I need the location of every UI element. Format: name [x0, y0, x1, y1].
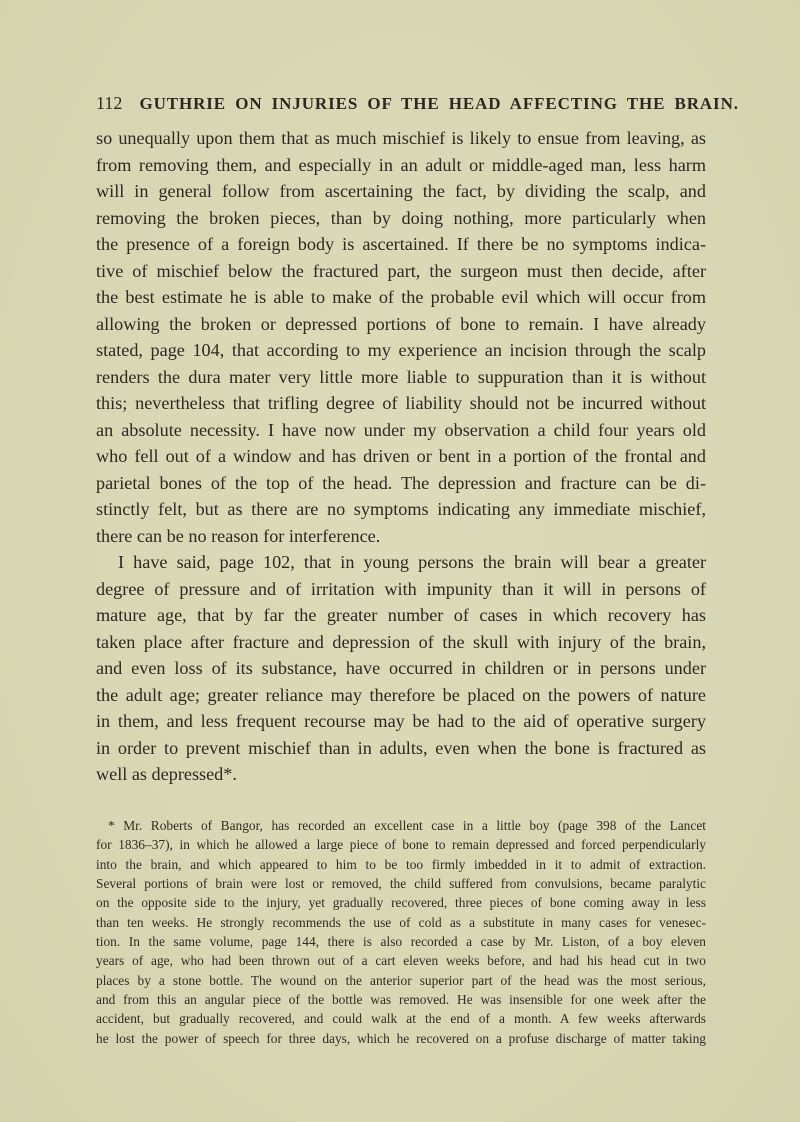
- body-line: who fell out of a window and has driven or bent in a portion of the frontal and: [96, 446, 706, 466]
- body-text: [96, 125, 706, 788]
- body-line: degree of pressure and of irritation with impunity than it will in persons of: [96, 578, 706, 599]
- body-line: the adult age; greater reliance may therefore be placed on the powers of nature: [96, 684, 706, 705]
- body-line: stinctly felt, but as there are no symptoms indicating any immediate mischief,: [96, 499, 706, 519]
- footnote-line: he lost the power of speech for three days, which he recovered on a profuse discharge of matter taking: [96, 1030, 706, 1046]
- body-line: in them, and less frequent recourse may be had to the aid of operative surgery: [96, 711, 706, 731]
- body-line: stated, page 104, that according to my experience an incision through the scalp: [96, 340, 706, 360]
- footnote: [96, 816, 706, 1048]
- body-line: removing the broken pieces, than by doing nothing, more particularly when: [96, 207, 706, 228]
- body-line: allowing the broken or depressed portions of bone to remain. I have already: [96, 313, 706, 334]
- body-line: taken place after fracture and depression of the skull with injury of the brain,: [96, 631, 706, 652]
- body-line: renders the dura mater very little more liable to suppuration than it is without: [96, 366, 706, 387]
- body-line: so unequally upon them that as much mischief is likely to ensue from leaving, as: [96, 128, 706, 148]
- footnote-line: on the opposite side to the injury, yet gradually recovered, three pieces of bone coming away in less: [96, 895, 706, 911]
- body-line: this; nevertheless that trifling degree of liability should not be incurred without: [96, 393, 706, 413]
- body-line: mature age, that by far the greater number of cases in which recovery has: [96, 605, 706, 625]
- paragraph-start-line: I have said, page 102, that in young persons the brain will bear a greater: [118, 552, 706, 572]
- footnote-line: places by a stone bottle. The wound on the anterior superior part of the head was the most serious,: [96, 972, 706, 988]
- footnote-line: Several portions of brain were lost or removed, the child suffered from convulsions, became paralytic: [96, 876, 706, 892]
- body-line: from removing them, and especially in an adult or middle-aged man, less harm: [96, 154, 706, 175]
- page-number: 112: [96, 93, 123, 113]
- running-title: GUTHRIE ON INJURIES OF THE HEAD AFFECTING THE BRAIN.: [139, 94, 739, 113]
- paragraph-end-line: there can be no reason for interference.: [96, 525, 381, 546]
- body-line: the best estimate he is able to make of the probable evil which will occur from: [96, 287, 706, 307]
- body-line: parietal bones of the top of the head. The depression and fracture can be di-: [96, 472, 706, 493]
- footnote-line: years of age, who had been thrown out of a cart eleven weeks before, and had his head cut in two: [96, 953, 706, 969]
- body-line: in order to prevent mischief than in adults, even when the bone is fractured as: [96, 737, 706, 758]
- body-line: the presence of a foreign body is ascertained. If there be no symptoms indica-: [96, 234, 706, 254]
- paragraph-end-line: well as depressed*.: [96, 764, 237, 784]
- footnote-line: * Mr. Roberts of Bangor, has recorded an excellent case in a little boy (page 398 of the Lancet: [108, 818, 706, 833]
- footnote-line: tion. In the same volume, page 144, there is also recorded a case by Mr. Liston, of a boy eleven: [96, 934, 706, 950]
- footnote-line: than ten weeks. He strongly recommends the use of cold as a substitute in many cases for venesec-: [96, 914, 706, 930]
- body-line: and even loss of its substance, have occurred in children or in persons under: [96, 658, 706, 678]
- body-line: an absolute necessity. I have now under my observation a child four years old: [96, 419, 706, 440]
- body-line: tive of mischief below the fractured part, the surgeon must then decide, after: [96, 260, 706, 281]
- body-line: will in general follow from ascertaining the fact, by dividing the scalp, and: [96, 181, 706, 201]
- footnote-line: into the brain, and which appeared to him to be too firmly imbedded in it to admit of extraction.: [96, 856, 706, 872]
- footnote-line: for 1836–37), in which he allowed a large piece of bone to remain depressed and forced perpendicularly: [96, 837, 706, 853]
- running-header: [96, 93, 739, 114]
- footnote-line: accident, but gradually recovered, and could walk at the end of a month. A few weeks afterwards: [96, 1011, 706, 1027]
- footnote-line: and from this an angular piece of the bottle was removed. He was insensible for one week after the: [96, 992, 706, 1008]
